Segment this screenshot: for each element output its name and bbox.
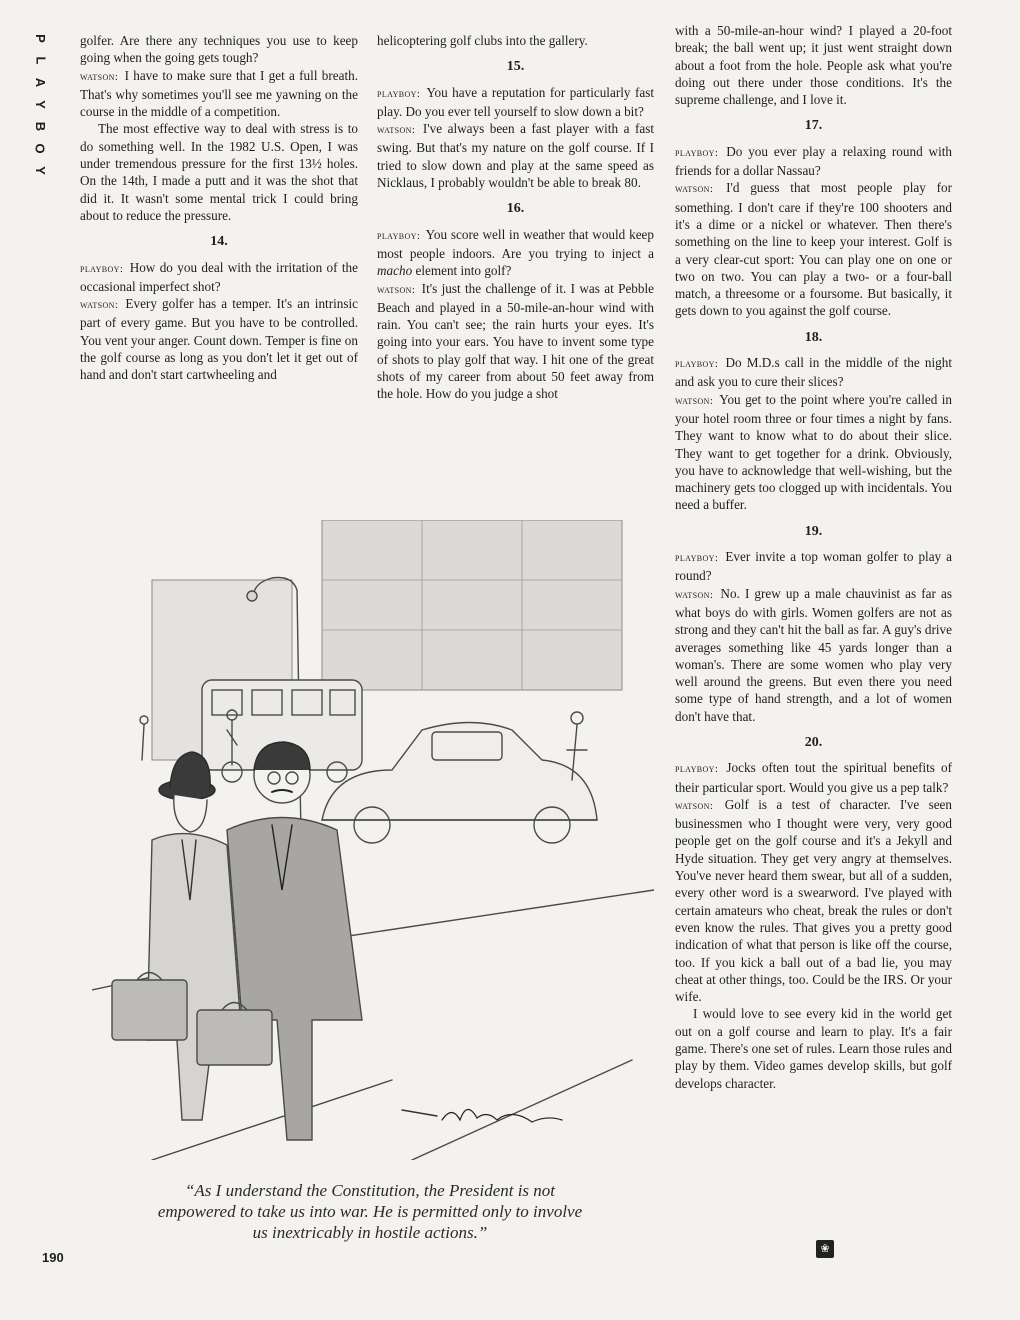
text-column-2 — [377, 32, 654, 403]
answer-paragraph — [80, 67, 358, 121]
speaker-watson: watson: — [377, 124, 416, 137]
paragraph: The most effective way to deal with stress is to do something well. In the 1982 U.S. Open, I was under tremendous pressure for the first 13½ holes. On the 14th, I made a putt and it was the shot that did it. It wasn't some mental trick I could bring about to reduce the pressure. — [80, 121, 358, 223]
speaker-playboy: playboy: — [675, 763, 719, 776]
answer-paragraph — [675, 391, 952, 514]
question-text: Jocks often tout the spiritual benefits of their particular sport. Would you give us a pep talk? — [675, 760, 953, 795]
question-text: Do you ever play a relaxing round with friends for a dollar Nassau? — [675, 143, 952, 179]
question-text: Do M.D.s call in the middle of the night and ask you to cure their slices? — [675, 355, 953, 390]
question-text: Ever invite a top woman golfer to play a round? — [675, 549, 952, 584]
cartoon-caption: “As I understand the Constitution, the President is not empowered to take us into war. He is permitted only to involve us inextricably in hostile actions.” — [157, 1181, 583, 1242]
answer-paragraph — [377, 280, 654, 403]
page-number: 190 — [42, 1250, 64, 1265]
masthead-letter: Y — [32, 100, 48, 110]
masthead-letter: L — [32, 56, 48, 66]
answer-paragraph — [80, 295, 358, 383]
answer-paragraph — [377, 120, 654, 191]
paragraph: with a 50-mile-an-hour wind? I played a 20-foot break; the ball went up; it just went straight down about a foot from the hole. People ask what you're doing out there under those conditions. It's the supreme challenge, and I love it. — [675, 23, 952, 108]
question-number: 20. — [804, 734, 823, 750]
answer-paragraph — [675, 179, 952, 319]
masthead-letter: B — [32, 121, 48, 133]
answer-text: I have to make sure that I get a full breath. That's why sometimes you'll see me yawning on the course in the middle of a competition. — [80, 67, 358, 120]
paragraph: I would love to see every kid in the world get out on a golf course and learn to play. It's a fair game. There's one set of rules. Learn those rules and play by them. Video games develop skills, but golf develops character. — [675, 1006, 952, 1091]
masthead-letter: Y — [32, 166, 48, 176]
question-text: You have a reputation for particularly fast play. Do you ever tell yourself to slow down a bit? — [377, 84, 654, 119]
question-number: 17. — [804, 118, 823, 134]
speaker-playboy: playboy: — [377, 87, 421, 100]
question-paragraph — [80, 259, 358, 296]
cartoon-illustration — [92, 520, 654, 1160]
answer-text: It's just the challenge of it. I was at Pebble Beach and played in a 50-mile-an-hour wind with rain. You can't see; the rain hurts your eyes. It's going into your ears. You have to invent some type of shots to play golf that way. I hit one of the great shots of my career from about 50 feet away from the hole. How do you judge a shot — [377, 280, 655, 402]
masthead-vertical — [26, 30, 54, 190]
speaker-watson: watson: — [675, 183, 714, 196]
answer-paragraph — [675, 585, 952, 725]
speaker-playboy: playboy: — [80, 262, 124, 275]
answer-text: You get to the point where you're called in your hotel room three or four times a night by fans. They want to know what to do about their slice. They want to get together for a drink. Obviously, you have to acknowledge that well-wishing, but the machinery gets too clogged up with incidentals. You need a buffer. — [675, 391, 952, 513]
question-number: 15. — [506, 59, 525, 75]
question-number: 19. — [804, 523, 823, 539]
speaker-watson: watson: — [80, 70, 119, 83]
emphasis-text: macho — [377, 263, 413, 279]
speaker-watson: watson: — [80, 299, 119, 312]
question-paragraph — [675, 354, 952, 391]
speaker-playboy: playboy: — [675, 358, 719, 371]
text-column-1 — [80, 32, 358, 384]
question-text: You score well in weather that would keep most people indoors. Are you trying to inject a — [377, 226, 654, 261]
answer-text: I'd guess that most people play for something. I don't care if they're 100 shooters and it's a dime or a nickel or whatever. Then there's something on the line to keep your interest. Golf is a very clear-cut sport: You can play one on one or two on two. You can play a two- or a four-ball match, a threesome or a foursome. But basically, it gets down to you against the golf course. — [675, 180, 952, 319]
answer-paragraph — [675, 796, 952, 1006]
answer-text: Every golfer has a temper. It's an intrinsic part of every game. But you have to be controlled. You vent your anger. Count down. Temper is fine on the golf course as long as you don't let it get out of hand and don't start cartwheeling and — [80, 296, 358, 383]
question-paragraph — [377, 226, 654, 280]
question-number: 18. — [804, 329, 823, 345]
speaker-watson: watson: — [675, 799, 714, 812]
question-text: How do you deal with the irritation of the occasional imperfect shot? — [80, 259, 359, 294]
answer-text: No. I grew up a male chauvinist as far as what boys do with girls. Women golfers are not as strong and they can't hit the ball as far. A guy's drive averages something like 45 yards longer than a woman's. There are some women who play very well around the greens. But even there you need some type of hand strength, and a lot of women don't have that. — [675, 585, 952, 724]
question-paragraph — [675, 548, 952, 585]
question-paragraph — [675, 759, 952, 796]
speaker-watson: watson: — [675, 588, 714, 601]
answer-text: Golf is a test of character. I've seen businessmen who I thought were very, very good people get on the golf course and it's a Jekyll and Hyde situation. They get very angry at themselves. You've never heard them swear, but all of a sudden, every other word is a swearword. I've played with certain amateurs who cheat, break the rules or don't even know the rules. That gives you a pretty good indication of what that person is like off the course, too. If you kick a ball out of a bad lie, you may cheat at other things, too. Could be the IRS. Or your wife. — [675, 796, 952, 1005]
speaker-playboy: playboy: — [377, 229, 421, 242]
question-number: 16. — [506, 201, 525, 217]
question-paragraph — [675, 143, 952, 180]
speaker-playboy: playboy: — [675, 552, 719, 565]
masthead-letter: O — [33, 143, 48, 155]
masthead-letter: P — [32, 34, 48, 44]
question-number: 14. — [210, 234, 228, 250]
masthead-letter: A — [32, 77, 48, 89]
text-column-3 — [675, 22, 952, 1092]
paragraph: golfer. Are there any techniques you use to keep going when the going gets tough? — [80, 33, 358, 66]
rabbit-head-icon: ❀ — [816, 1240, 834, 1258]
speaker-playboy: playboy: — [675, 146, 719, 159]
paragraph: helicoptering golf clubs into the gallery. — [377, 33, 588, 48]
answer-text: I've always been a fast player with a fast swing. But that's my nature on the golf course. If I tried to slow down and play at the same speed as Nicklaus, I probably wouldn't be able to break 80. — [377, 121, 654, 191]
question-paragraph — [377, 84, 654, 121]
question-text: element into golf? — [415, 263, 512, 279]
speaker-watson: watson: — [675, 394, 714, 407]
speaker-watson: watson: — [377, 283, 416, 296]
